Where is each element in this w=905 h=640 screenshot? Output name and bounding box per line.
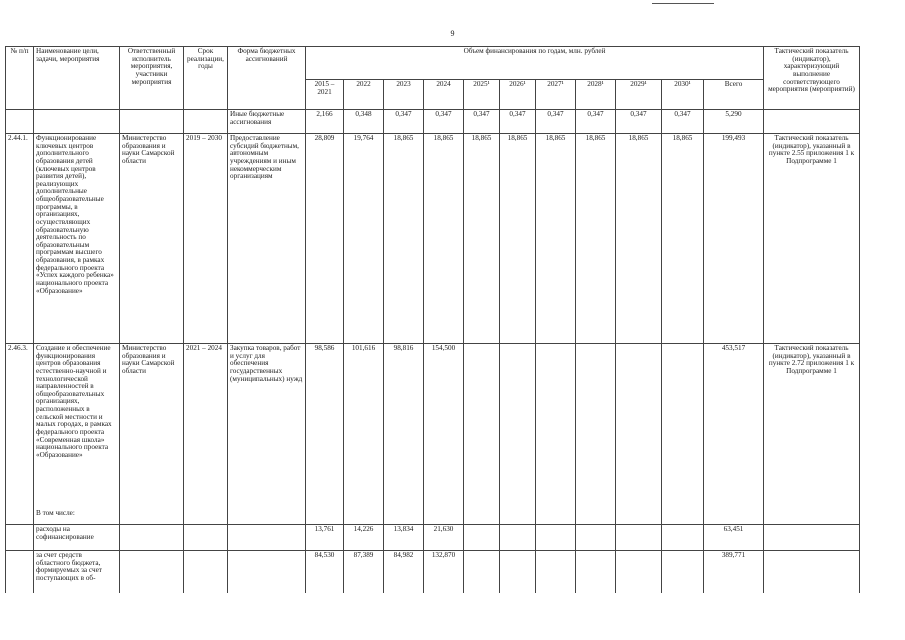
value-cell: 84,982 — [384, 551, 424, 593]
header-year: 2024 — [424, 80, 464, 110]
value-cell — [500, 509, 536, 525]
value-cell: 18,865 — [576, 134, 616, 344]
value-cell: 18,865 — [536, 134, 576, 344]
value-cell — [662, 525, 704, 551]
header-total: Всего — [704, 80, 764, 110]
row-form — [228, 509, 306, 525]
value-cell: 98,586 — [306, 344, 344, 509]
value-cell: 18,865 — [384, 134, 424, 344]
row-name: расходы на софинансирование — [34, 525, 120, 551]
row-indicator — [764, 551, 860, 593]
header-year: 2026¹ — [500, 80, 536, 110]
header-year: 2023 — [384, 80, 424, 110]
value-cell: 0,347 — [500, 110, 536, 134]
value-cell — [424, 509, 464, 525]
row-term: 2021 – 2024 — [184, 344, 228, 509]
total-cell: 199,493 — [704, 134, 764, 344]
total-cell: 389,771 — [704, 551, 764, 593]
row-indicator: Тактический показатель (индикатор), указанный в пункте 2.72 приложения 1 к Подпрограмме 1 — [764, 344, 860, 509]
header-year: 2029¹ — [616, 80, 662, 110]
top-rule — [652, 3, 714, 4]
value-cell: 98,816 — [384, 344, 424, 509]
value-cell — [464, 525, 500, 551]
value-cell: 19,764 — [344, 134, 384, 344]
row-name: Создание и обеспечение функционирования центров образования естественно-научной и технологической направленностей в общеобразовательных организациях, расположенных в сельской местности и малых городах, в рамках федерального проекта «Современная школа» национального проекта «Образование» — [34, 344, 120, 509]
value-cell — [500, 344, 536, 509]
row-form: Предоставление субсидий бюджетным, автономным учреждениям и иным некоммерческим организациям — [228, 134, 306, 344]
value-cell — [536, 509, 576, 525]
row-indicator: Тактический показатель (индикатор), указанный в пункте 2.55 приложения 1 к Подпрограмме 1 — [764, 134, 860, 344]
value-cell — [500, 551, 536, 593]
value-cell: 132,870 — [424, 551, 464, 593]
header-year: 2025¹ — [464, 80, 500, 110]
row-indicator — [764, 509, 860, 525]
value-cell — [500, 525, 536, 551]
value-cell: 21,630 — [424, 525, 464, 551]
value-cell: 13,761 — [306, 525, 344, 551]
total-cell — [704, 509, 764, 525]
header-term: Срок реализации, годы — [184, 47, 228, 110]
value-cell: 28,809 — [306, 134, 344, 344]
value-cell — [536, 551, 576, 593]
header-executor: Ответственный исполнитель мероприятия, участники мероприятия — [120, 47, 184, 110]
header-year: 2015 – 2021 — [306, 80, 344, 110]
header-no: № п/п — [6, 47, 34, 110]
row-executor — [120, 110, 184, 134]
value-cell — [662, 344, 704, 509]
value-cell: 0,347 — [384, 110, 424, 134]
value-cell — [464, 344, 500, 509]
value-cell: 18,865 — [616, 134, 662, 344]
value-cell — [576, 509, 616, 525]
total-cell: 63,451 — [704, 525, 764, 551]
row-form — [228, 525, 306, 551]
header-form: Форма бюджетных ассигнований — [228, 47, 306, 110]
value-cell — [344, 509, 384, 525]
header-volume: Объем финансирования по годам, млн. рублей — [306, 47, 764, 80]
header-year: 2027¹ — [536, 80, 576, 110]
value-cell — [536, 525, 576, 551]
header-name: Наименование цели, задачи, мероприятия — [34, 47, 120, 110]
row-form: Закупка товаров, работ и услуг для обеспечения государственных (муниципальных) нужд — [228, 344, 306, 509]
value-cell: 0,347 — [662, 110, 704, 134]
value-cell — [616, 344, 662, 509]
value-cell — [536, 344, 576, 509]
row-no — [6, 551, 34, 593]
value-cell: 18,865 — [500, 134, 536, 344]
row-name — [34, 110, 120, 134]
value-cell — [616, 509, 662, 525]
header-year: 2030¹ — [662, 80, 704, 110]
row-term — [184, 509, 228, 525]
value-cell — [384, 509, 424, 525]
total-cell: 453,517 — [704, 344, 764, 509]
value-cell: 0,348 — [344, 110, 384, 134]
row-executor: Министерство образования и науки Самарской области — [120, 134, 184, 344]
value-cell: 18,865 — [464, 134, 500, 344]
value-cell: 0,347 — [424, 110, 464, 134]
value-cell: 14,226 — [344, 525, 384, 551]
row-indicator — [764, 525, 860, 551]
value-cell — [576, 525, 616, 551]
header-year: 2028¹ — [576, 80, 616, 110]
value-cell: 0,347 — [464, 110, 500, 134]
row-name: В том числе: — [34, 509, 120, 525]
row-form — [228, 551, 306, 593]
value-cell — [576, 344, 616, 509]
value-cell: 13,834 — [384, 525, 424, 551]
row-no — [6, 525, 34, 551]
value-cell: 101,616 — [344, 344, 384, 509]
value-cell: 18,865 — [662, 134, 704, 344]
row-term: 2019 – 2030 — [184, 134, 228, 344]
value-cell: 154,500 — [424, 344, 464, 509]
row-executor — [120, 551, 184, 593]
table-row — [6, 551, 860, 593]
value-cell: 84,530 — [306, 551, 344, 593]
value-cell: 18,865 — [424, 134, 464, 344]
row-term — [184, 110, 228, 134]
row-name: за счет средств областного бюджета, формируемых за счет поступающих в об- — [34, 551, 120, 593]
row-indicator — [764, 110, 860, 134]
table-row — [6, 110, 860, 134]
value-cell — [464, 551, 500, 593]
table-row — [6, 525, 860, 551]
value-cell — [662, 551, 704, 593]
row-executor — [120, 525, 184, 551]
row-no: 2.44.1. — [6, 134, 34, 344]
row-executor: Министерство образования и науки Самарской области — [120, 344, 184, 509]
value-cell: 0,347 — [576, 110, 616, 134]
value-cell — [616, 525, 662, 551]
row-form: Иные бюджетные ассигнования — [228, 110, 306, 134]
row-executor — [120, 509, 184, 525]
table-row — [6, 134, 860, 344]
header-year: 2022 — [344, 80, 384, 110]
row-name: Функционирование ключевых центров дополнительного образования детей (ключевых центров развития детей), реализующих дополнительные общеобразовательные программы, в организациях, осуществляющих образовательную деятельность по образовательным программам высшего образования, в рамках федерального проекта «Успех каждого ребенка» национального проекта «Образование» — [34, 134, 120, 344]
total-cell: 5,290 — [704, 110, 764, 134]
value-cell — [662, 509, 704, 525]
value-cell: 0,347 — [616, 110, 662, 134]
financing-table — [5, 46, 860, 593]
table-row — [6, 509, 860, 525]
value-cell — [464, 509, 500, 525]
row-term — [184, 525, 228, 551]
value-cell — [576, 551, 616, 593]
table-row — [6, 344, 860, 509]
value-cell — [306, 509, 344, 525]
page-number: 9 — [450, 29, 455, 38]
header-indicator: Тактический показатель (индикатор), характеризующий выполнение соответствующего мероприятия (мероприятий) — [764, 47, 860, 110]
row-term — [184, 551, 228, 593]
value-cell: 87,389 — [344, 551, 384, 593]
value-cell: 0,347 — [536, 110, 576, 134]
row-no — [6, 110, 34, 134]
row-no — [6, 509, 34, 525]
value-cell — [616, 551, 662, 593]
value-cell: 2,166 — [306, 110, 344, 134]
row-no: 2.46.3. — [6, 344, 34, 509]
